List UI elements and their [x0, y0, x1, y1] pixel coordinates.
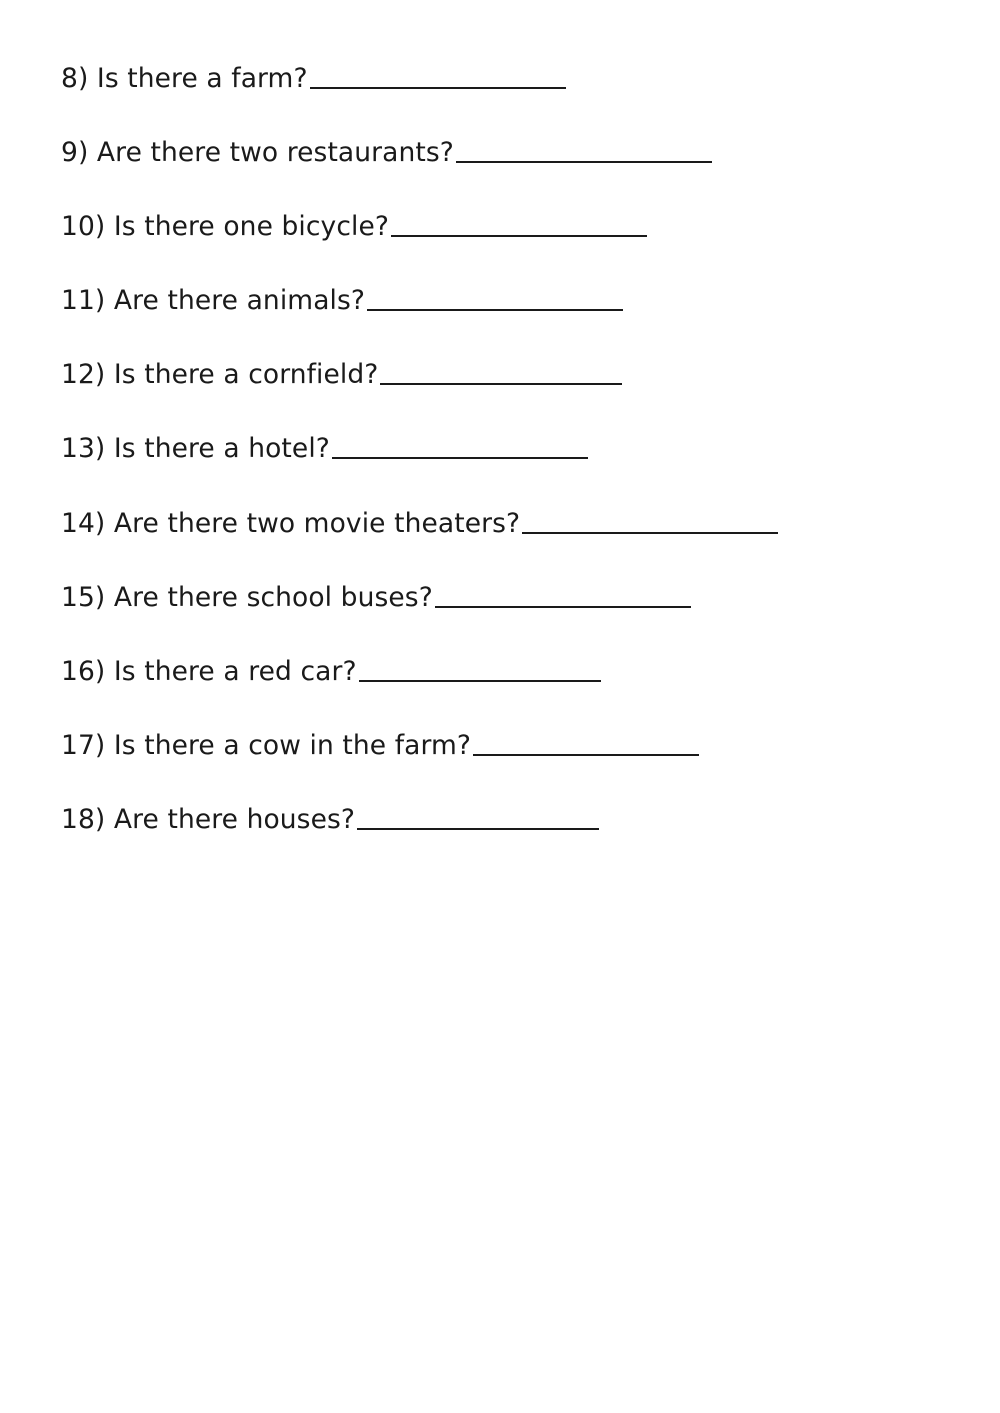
- question-text: 12) Is there a cornfield?: [61, 359, 379, 391]
- question-15: [61, 537, 961, 611]
- answer-blank[interactable]: [359, 680, 601, 682]
- question-14: [61, 463, 961, 537]
- question-text: 15) Are there school buses?: [61, 581, 433, 613]
- question-11: [61, 240, 961, 317]
- answer-blank[interactable]: [332, 457, 588, 459]
- question-10: [61, 166, 961, 240]
- answer-blank[interactable]: [435, 606, 691, 608]
- question-text: 11) Are there animals?: [61, 285, 366, 317]
- question-9: [61, 92, 961, 166]
- question-text: 17) Is there a cow in the farm?: [61, 730, 472, 762]
- question-13: [61, 389, 961, 463]
- question-12: [61, 315, 961, 389]
- answer-blank[interactable]: [367, 309, 623, 311]
- question-text: 16) Is there a red car?: [61, 656, 357, 687]
- question-list: [61, 58, 961, 834]
- question-text: 9) Are there two restaurants?: [61, 136, 454, 168]
- question-8: [61, 58, 961, 92]
- answer-blank[interactable]: [380, 383, 622, 385]
- answer-blank[interactable]: [310, 87, 566, 89]
- answer-blank[interactable]: [473, 754, 699, 756]
- question-text: 8) Is there a farm?: [61, 62, 308, 94]
- question-text: 14) Are there two movie theaters?: [61, 507, 521, 539]
- question-text: 10) Is there one bicycle?: [61, 210, 390, 242]
- answer-blank[interactable]: [391, 235, 647, 237]
- question-18: [61, 760, 961, 834]
- answer-blank[interactable]: [522, 532, 778, 534]
- question-text: 13) Is there a hotel?: [61, 433, 330, 465]
- answer-blank[interactable]: [456, 161, 712, 163]
- question-16: [61, 611, 961, 685]
- answer-blank[interactable]: [357, 828, 599, 830]
- question-17: [61, 686, 961, 760]
- question-text: 18) Are there houses?: [61, 804, 356, 836]
